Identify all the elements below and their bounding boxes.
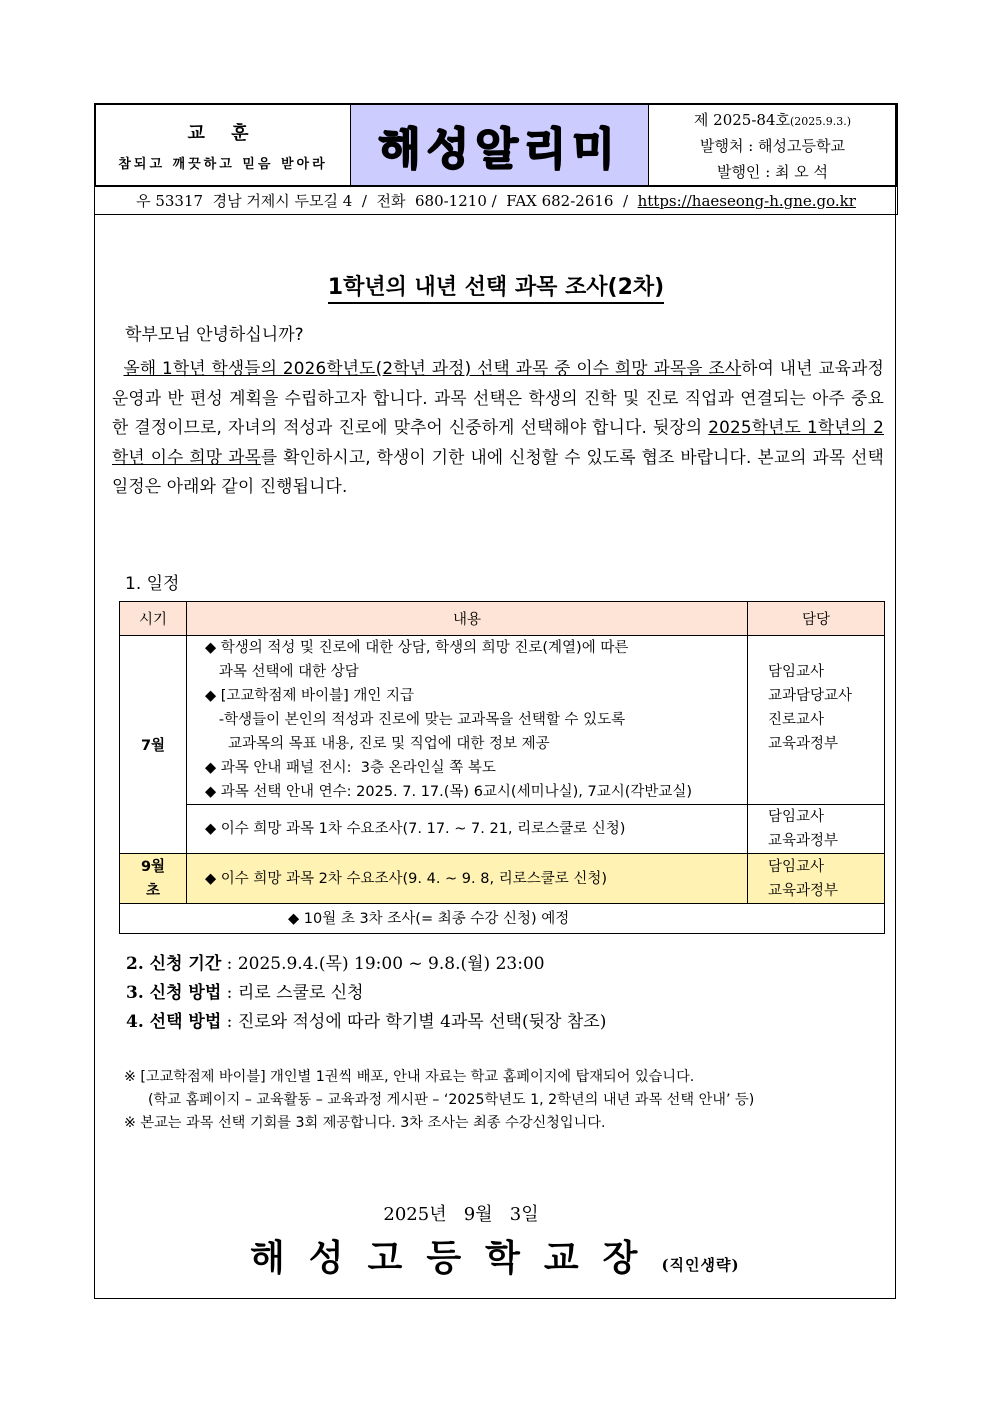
header-period: 시기	[120, 602, 187, 636]
signature-date: 2025년 9월 3일	[383, 1204, 539, 1225]
header-content: 내용	[187, 602, 748, 636]
content-line: ◆ [고교학점제 바이블] 개인 지급	[205, 688, 414, 704]
content-line: ◆ 과목 안내 패널 전시: 3층 온라인실 쪽 복도	[205, 760, 496, 776]
period-line: 초	[145, 882, 160, 899]
note-line: ※ [고교학점제 바이블] 개인별 1권씩 배포, 안내 자료는 학교 홈페이지에 탑재되어 있습니다.	[124, 1069, 695, 1085]
content-line: 과목 선택에 대한 상담	[205, 664, 359, 680]
motto-title: 교 훈	[187, 122, 259, 144]
owner-line: 교과담당교사	[768, 688, 853, 704]
content-cell	[187, 805, 748, 854]
item-value: : 리로 스쿨로 신청	[221, 983, 364, 1003]
owner-line: 담임교사	[768, 858, 825, 875]
intro-paragraph	[112, 354, 884, 502]
owner-line: 진로교사	[768, 712, 825, 728]
content-line: ◆ 이수 희망 과목 2차 수요조사(9. 4. ~ 9. 8, 리로스쿨로 신청)	[205, 870, 608, 887]
period-line: 9월	[140, 858, 166, 875]
table-row-highlighted	[120, 854, 885, 904]
item-key: 3. 신청 방법	[126, 983, 222, 1003]
owner-cell	[748, 636, 885, 805]
owner-cell	[748, 854, 885, 904]
owner-line: 담임교사	[768, 809, 825, 825]
principal-title: 해성고등학교장	[250, 1237, 662, 1279]
signature-name	[250, 1230, 740, 1281]
table-header-row	[120, 602, 885, 636]
document-title-text: 1학년의 내년 선택 과목 조사(2차)	[328, 275, 664, 304]
content-cell	[187, 854, 748, 904]
content-line: ◆ 과목 선택 안내 연수: 2025. 7. 17.(목) 6교시(세미나실), 7교시(각반교실)	[205, 784, 693, 800]
issue-number-text: 제 2025-84호	[693, 110, 790, 129]
motto-text: 참되고 깨끗하고 믿음 받아라	[118, 156, 328, 172]
item-key: 2. 신청 기간	[126, 954, 222, 974]
table-row	[120, 636, 885, 805]
content-cell-full	[120, 904, 885, 934]
note-line: (학교 홈페이지 – 교육활동 – 교육과정 게시판 – ‘2025학년도 1, 2학년의 내년 과목 선택 안내’ 등)	[148, 1092, 755, 1108]
greeting: 학부모님 안녕하십니까?	[125, 325, 304, 345]
notes	[124, 1066, 754, 1135]
issue-date: (2025.9.3.)	[790, 114, 852, 128]
list-item	[126, 1008, 606, 1037]
owner-line: 교육과정부	[768, 882, 839, 899]
newsletter-title: 해성알리미	[378, 124, 621, 175]
list-item	[126, 950, 606, 979]
item-value: : 진로와 적성에 따라 학기별 4과목 선택(뒷장 참조)	[221, 1012, 607, 1032]
address-bar	[94, 187, 898, 215]
content-line: 교과목의 목표 내용, 진로 및 직업에 대한 정보 제공	[205, 736, 550, 752]
schedule-table	[119, 601, 885, 934]
table-row	[120, 904, 885, 934]
issuer: 발행인 : 최 오 석	[716, 162, 829, 181]
school-website-link[interactable]: https://haeseong-h.gne.go.kr	[637, 191, 856, 210]
school-address: 우 53317 경남 거제시 두모길 4 / 전화 680-1210 / FAX 682-2616 /	[136, 192, 638, 210]
content-line: ◆ 이수 희망 과목 1차 수요조사(7. 17. ~ 7. 21, 리로스쿨로 신청)	[205, 821, 626, 837]
intro-text-2: 하여 내년 교육과정 운영과 반 편성 계획을 수립하고자 합니다. 과목 선택은 학생의 진학 및 진로 직업과 연결되는 아주 중요한 결정이므로, 자녀의 적성과 진로에 맞추어 신중하게 선택해야 합니다. 뒷장의	[112, 358, 885, 437]
intro-underlined-2: 2025학년도 1학년의 2학년 이수 희망 과목	[112, 417, 884, 467]
publisher: 발행처 : 해성고등학교	[699, 136, 845, 155]
section-schedule-label: 1. 일정	[125, 574, 180, 594]
content-line: ◆ 학생의 적성 및 진로에 대한 상담, 학생의 희망 진로(계열)에 따른	[205, 640, 629, 656]
issue-number	[694, 109, 851, 130]
header-owner: 담당	[748, 602, 885, 636]
owner-line: 교육과정부	[768, 736, 839, 752]
intro-underlined-1: 올해 1학년 학생들의 2026학년도(2학년 과정) 선택 과목 중 이수 희망 과목을 조사	[123, 358, 742, 378]
owner-cell	[748, 805, 885, 854]
list-item	[126, 979, 606, 1008]
content-cell	[187, 636, 748, 805]
item-key: 4. 선택 방법	[126, 1012, 222, 1032]
issue-info-box	[649, 105, 896, 185]
seal-omitted-note: (직인생략)	[661, 1256, 740, 1274]
intro-text-4: 를 확인하시고, 학생이 기한 내에 신청할 수 있도록 협조 바랍니다. 본교의 과목 선택 일정은 아래와 같이 진행됩니다.	[112, 446, 884, 496]
table-row	[120, 805, 885, 854]
period-cell	[120, 854, 187, 904]
school-motto-box	[96, 105, 351, 185]
period-cell: 7월	[120, 636, 187, 854]
newsletter-title-box	[351, 105, 649, 185]
owner-line: 담임교사	[768, 664, 825, 680]
content-line: -학생들이 본인의 적성과 진로에 맞는 교과목을 선택할 수 있도록	[205, 712, 626, 728]
newsletter-header	[94, 103, 898, 187]
note-line: ※ 본교는 과목 선택 기회를 3회 제공합니다. 3차 조사는 최종 수강신청입니다.	[124, 1115, 606, 1131]
item-value: : 2025.9.4.(목) 19:00 ~ 9.8.(월) 23:00	[221, 954, 545, 974]
owner-line: 교육과정부	[768, 833, 839, 849]
document-title	[0, 270, 992, 301]
content-line: ◆ 10월 초 3차 조사(= 최종 수강 신청) 예정	[288, 910, 570, 927]
application-info-list	[126, 950, 606, 1037]
